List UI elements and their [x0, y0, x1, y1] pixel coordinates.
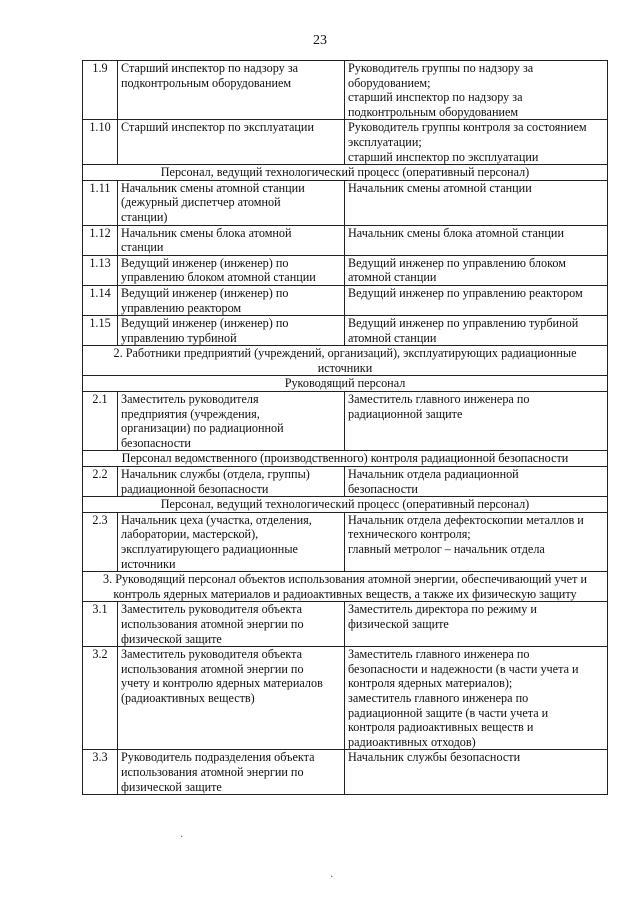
table-row [83, 467, 608, 497]
item-number: 1.11 [83, 180, 118, 225]
table-row [83, 225, 608, 255]
table-row [83, 120, 608, 165]
section-header-row [83, 572, 608, 602]
approver-cell: Ведущий инженер по управлению блоком атомной станции [345, 255, 608, 285]
position-cell: Начальник смены блока атомной станции [118, 225, 345, 255]
item-number: 2.1 [83, 392, 118, 451]
section-header: 2. Работники предприятий (учреждений, организаций), эксплуатирующих радиационные источники [83, 346, 608, 376]
position-cell: Ведущий инженер (инженер) по управлению турбиной [118, 316, 345, 346]
approver-cell: Ведущий инженер по управлению реактором [345, 285, 608, 315]
item-number: 1.15 [83, 316, 118, 346]
section-header: Персонал, ведущий технологический процесс (оперативный персонал) [83, 165, 608, 181]
position-cell: Ведущий инженер (инженер) по управлению блоком атомной станции [118, 255, 345, 285]
approver-cell: Начальник отдела радиационной безопасности [345, 467, 608, 497]
position-cell: Старший инспектор по эксплуатации [118, 120, 345, 165]
table-row [83, 316, 608, 346]
table-row [83, 602, 608, 647]
section-header: Персонал ведомственного (производственного) контроля радиационной безопасности [83, 451, 608, 467]
section-header-row [83, 346, 608, 376]
approver-cell: Руководитель группы по надзору за оборудованием; старший инспектор по надзору за подконтрольным оборудованием [345, 61, 608, 120]
item-number: 1.13 [83, 255, 118, 285]
approver-cell: Начальник смены атомной станции [345, 180, 608, 225]
item-number: 3.2 [83, 647, 118, 750]
section-header-row [83, 165, 608, 181]
table-row [83, 647, 608, 750]
item-number: 1.12 [83, 225, 118, 255]
item-number: 1.9 [83, 61, 118, 120]
approver-cell: Начальник отдела дефектоскопии металлов и технического контроля; главный метролог – начальник отдела [345, 512, 608, 571]
position-cell: Заместитель руководителя предприятия (учреждения, организации) по радиационной безопасности [118, 392, 345, 451]
approver-cell: Руководитель группы контроля за состоянием эксплуатации; старший инспектор по эксплуатации [345, 120, 608, 165]
section-header-row [83, 451, 608, 467]
scan-artifact: · [330, 872, 334, 883]
item-number: 1.14 [83, 285, 118, 315]
approver-cell: Ведущий инженер по управлению турбиной атомной станции [345, 316, 608, 346]
approver-cell: Начальник службы безопасности [345, 750, 608, 795]
table-row [83, 180, 608, 225]
positions-table [82, 60, 608, 795]
approver-cell: Заместитель главного инженера по безопасности и надежности (в части учета и контроля ядерных материалов); заместитель главного инженера по радиационной защите (в части учета и контроля радиоактивных веществ и радиоактивных отходов) [345, 647, 608, 750]
position-cell: Начальник цеха (участка, отделения, лаборатории, мастерской), эксплуатирующего радиационные источники [118, 512, 345, 571]
position-cell: Руководитель подразделения объекта использования атомной энергии по физической защите [118, 750, 345, 795]
table-row [83, 750, 608, 795]
table-row [83, 285, 608, 315]
approver-cell: Заместитель директора по режиму и физической защите [345, 602, 608, 647]
page-number: 23 [313, 33, 327, 48]
section-header-row [83, 497, 608, 513]
position-cell: Старший инспектор по надзору за подконтрольным оборудованием [118, 61, 345, 120]
position-cell: Ведущий инженер (инженер) по управлению реактором [118, 285, 345, 315]
position-cell: Начальник смены атомной станции (дежурный диспетчер атомной станции) [118, 180, 345, 225]
table-row [83, 255, 608, 285]
section-header-row [83, 376, 608, 392]
table-row [83, 512, 608, 571]
section-header: Персонал, ведущий технологический процесс (оперативный персонал) [83, 497, 608, 513]
position-cell: Заместитель руководителя объекта использования атомной энергии по учету и контролю ядерных материалов (радиоактивных веществ) [118, 647, 345, 750]
item-number: 2.2 [83, 467, 118, 497]
approver-cell: Заместитель главного инженера по радиационной защите [345, 392, 608, 451]
table-row [83, 61, 608, 120]
section-header: 3. Руководящий персонал объектов использования атомной энергии, обеспечивающий учет и контроль ядерных материалов и радиоактивных веществ, а также их физическую защиту [83, 572, 608, 602]
item-number: 2.3 [83, 512, 118, 571]
item-number: 3.3 [83, 750, 118, 795]
section-header: Руководящий персонал [83, 376, 608, 392]
position-cell: Начальник службы (отдела, группы) радиационной безопасности [118, 467, 345, 497]
approver-cell: Начальник смены блока атомной станции [345, 225, 608, 255]
scan-artifact: · [180, 832, 184, 843]
table-row [83, 392, 608, 451]
item-number: 1.10 [83, 120, 118, 165]
item-number: 3.1 [83, 602, 118, 647]
position-cell: Заместитель руководителя объекта использования атомной энергии по физической защите [118, 602, 345, 647]
